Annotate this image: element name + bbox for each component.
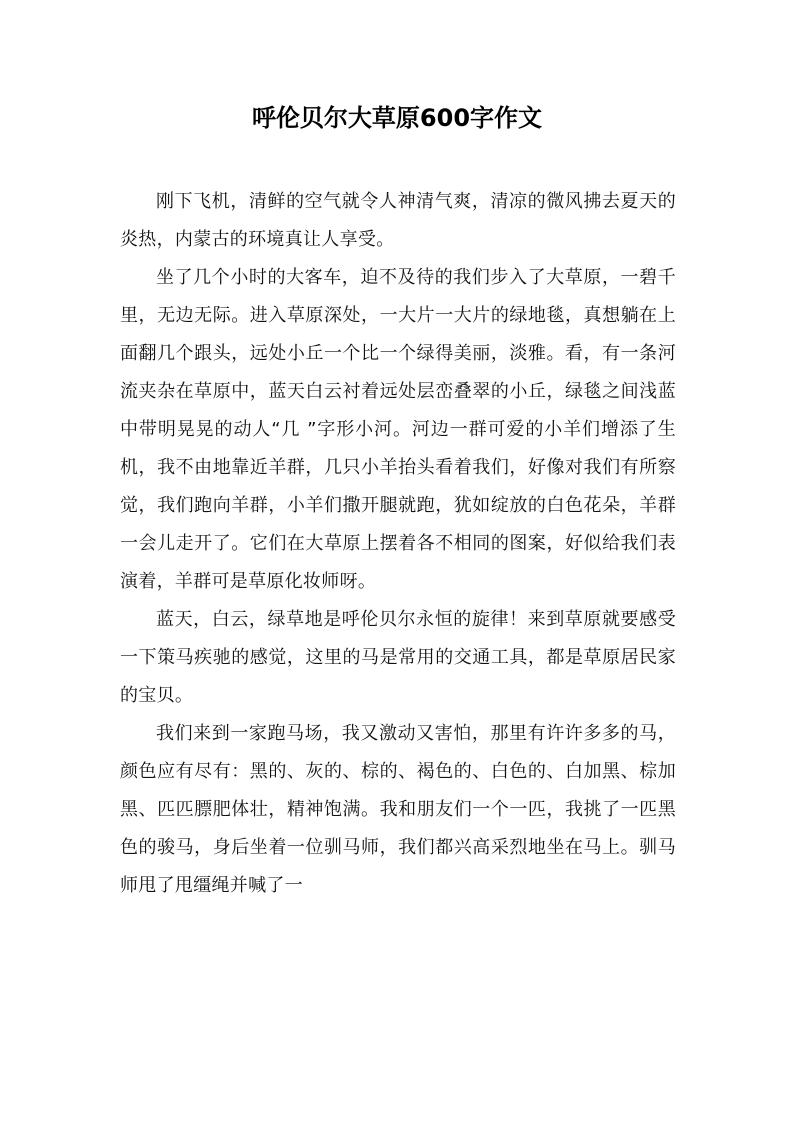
paragraph: 我们来到一家跑马场，我又激动又害怕，那里有许许多多的马，颜色应有尽有：黑的、灰的、棕的、褐色的、白色的、白加黑、棕加黑、匹匹膘肥体壮，精神饱满。我和朋友们一个一匹，我挑了一匹黑色的骏马，身后坐着一位驯马师，我们都兴高采烈地坐在马上。驯马师甩了甩缰绳并喊了一 — [120, 723, 676, 896]
paragraph: 坐了几个小时的大客车，迫不及待的我们步入了大草原，一碧千里，无边无际。进入草原深处，一大片一大片的绿地毯，真想躺在上面翻几个跟头，远处小丘一个比一个绿得美丽，淡雅。看，有一条河流夹杂在草原中，蓝天白云衬着远处层峦叠翠的小丘，绿毯之间浅蓝中带明晃晃的动人“几 ”字形小河。河边一群可爱的小羊们增添了生机，我不由地靠近羊群，几只小羊抬头看着我们，好像对我们有所察觉，我们跑向羊群，小羊们撒开腿就跑，犹如绽放的白色花朵，羊群一会儿走开了。它们在大草原上摆着各不相同的图案，好似给我们表演着，羊群可是草原化妆师呀。 — [120, 267, 676, 592]
document-title: 呼伦贝尔大草原600字作文 — [251, 104, 543, 132]
paragraph: 蓝天，白云，绿草地是呼伦贝尔永恒的旋律！来到草原就要感受一下策马疾驰的感觉，这里的马是常用的交通工具，都是草原居民家的宝贝。 — [120, 609, 676, 706]
paragraph: 刚下飞机，清鲜的空气就令人神清气爽，清凉的微风拂去夏天的炎热，内蒙古的环境真让人享受。 — [120, 191, 676, 250]
document-body — [120, 183, 676, 905]
